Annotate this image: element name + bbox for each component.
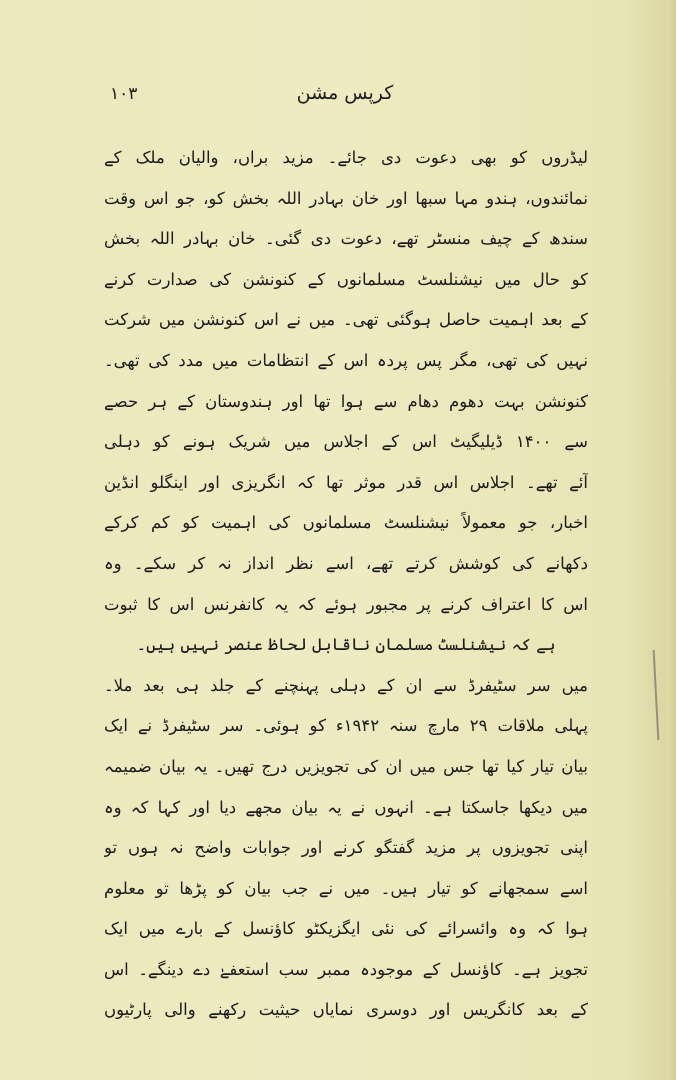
page-spine-shadow bbox=[666, 0, 676, 1080]
text-line: اس کا اعتراف کرنے پر مجبور ہوئے کہ یہ کانفرنس اس کا ثبوت bbox=[104, 594, 588, 614]
text-line: پہلی ملاقات ۲۹ مارچ سنہ ۱۹۴۲ء کو ہوئی۔ سر سٹیفرڈ نے ایک bbox=[104, 716, 588, 736]
page-title: کرپس مشن bbox=[296, 82, 394, 104]
text-line: بیان تیار کیا تھا جس میں ان کی تجویزیں درج تھیں۔ یہ بیان ضمیمہ bbox=[104, 756, 588, 776]
margin-pencil-mark bbox=[653, 650, 660, 740]
page-header bbox=[110, 82, 580, 112]
text-line: اخبار، جو معمولاً نیشنلسٹ مسلمانوں کی اہمیت کو کم کرکے bbox=[104, 513, 588, 533]
text-line: دکھانے کی کوشش کرتے تھے، اسے نظر انداز نہ کر سکے۔ وہ bbox=[104, 553, 588, 573]
text-line: تجویز ہے۔ کاؤنسل کے موجودہ ممبر سب استعفےٰ دے دینگے۔ اس bbox=[104, 959, 588, 979]
text-line: اپنی تجویزوں پر مزید گفتگو کرنے اور جوابات واضح نہ ہوں تو bbox=[104, 838, 588, 858]
text-line: کو حال میں نیشنلسٹ مسلمانوں کے کنونشن کی صدارت کرنے bbox=[104, 269, 588, 289]
text-line: کنونشن بہت دھوم دھام سے ہوا تھا اور ہندوستان کے ہر حصے bbox=[104, 391, 588, 411]
text-line: نہیں کی تھی، مگر پس پردہ اس کے انتظامات میں مدد کی تھی۔ bbox=[104, 350, 588, 370]
page-number: ۱۰۳ bbox=[110, 84, 138, 104]
text-line: اسے سمجھانے کو تیار ہیں۔ میں نے جب بیان کو پڑھا تو معلوم bbox=[104, 878, 588, 898]
text-line: سے ۱۴۰۰ ڈیلیگیٹ اس کے اجلاس میں شریک ہونے کو دہلی bbox=[104, 432, 588, 452]
text-line: آئے تھے۔ اجلاس اس قدر موثر تھا کہ انگریزی اور اینگلو انڈین bbox=[104, 472, 588, 492]
body-text bbox=[104, 138, 588, 1031]
text-line: کے بعد کانگریس اور دوسری نمایاں حیثیت رکھنے والی پارٹیوں bbox=[104, 1000, 588, 1020]
text-line: نمائندوں، ہندو مہا سبھا اور خان بہادر اللہ بخش کو، جو اس وقت bbox=[104, 188, 588, 208]
text-line: کے بعد اہمیت حاصل ہوگئی تھی۔ میں نے اس کنونشن میں شرکت bbox=[104, 310, 588, 330]
text-line: ہے کہ نیشنلسٹ مسلمان ناقابل لحاظ عنصر نہیں ہیں۔ bbox=[136, 635, 556, 655]
text-line: ہوا کہ وہ وائسرائے کی نئی ایگزیکٹو کاؤنسل کے بارے میں ایک bbox=[104, 919, 588, 939]
text-line: میں دیکھا جاسکتا ہے۔ انہوں نے یہ بیان مجھے دیا اور کہا کہ وہ bbox=[104, 797, 588, 817]
text-line: سندھ کے چیف منسٹر تھے، دعوت دی گئی۔ خان بہادر اللہ بخش bbox=[104, 229, 588, 249]
text-line: میں سر سٹیفرڈ سے ان کے دہلی پہنچنے کے جلد ہی بعد ملا۔ bbox=[104, 675, 588, 695]
text-line: لیڈروں کو بھی دعوت دی جائے۔ مزید براں، والیان ملک کے bbox=[104, 148, 588, 167]
